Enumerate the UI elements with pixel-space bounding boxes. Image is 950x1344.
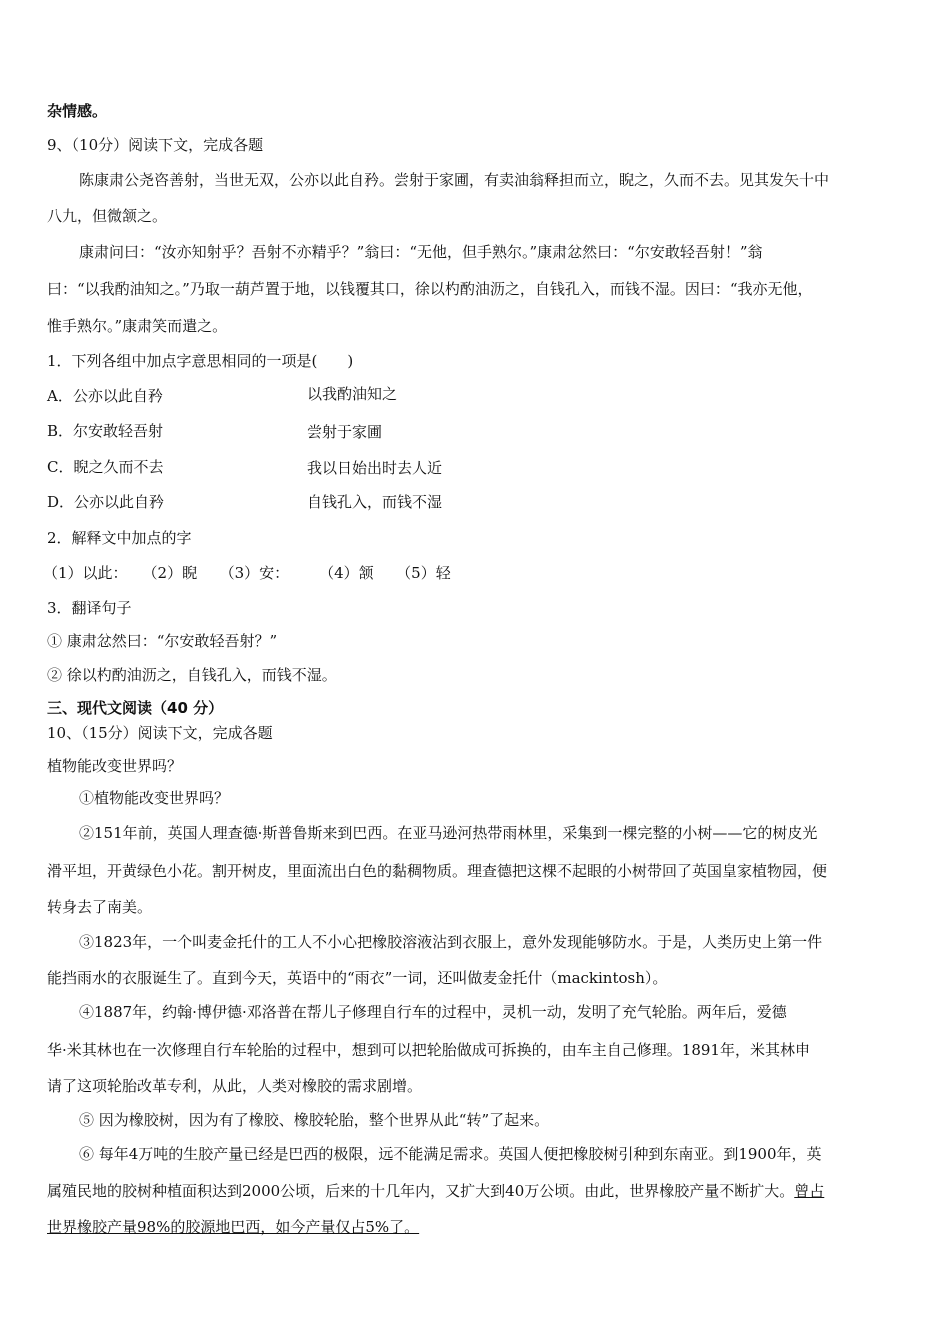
passage-line: 八九，但微颔之。: [47, 207, 168, 225]
article-title: 植物能改变世界吗？: [47, 757, 183, 775]
passage-line: 陈康肃公尧咨善射，当世无双，公亦以此自矜。尝射于家圃，有卖油翁释担而立，睨之，久而不去。见其发矢十中: [79, 171, 830, 189]
option-a-left: A．公亦以此自矜: [47, 387, 163, 405]
underlined-text: 曾占: [794, 1182, 825, 1200]
fragment-line: 杂情感。: [47, 102, 108, 120]
option-b: [47, 421, 907, 441]
paragraph-line: ④1887年，约翰·博伊德·邓洛普在帮儿子修理自行车的过程中，灵机一动，发明了充气轮胎。两年后，爱德: [79, 1003, 787, 1021]
paragraph-line: 转身去了南美。: [47, 898, 153, 916]
option-c-right: 我以日始出时去人近: [307, 459, 443, 477]
paragraph-line: ①植物能改变世界吗？: [79, 789, 230, 807]
paragraph-text: 属殖民地的胶树种植面积达到2000公顷，后来的十几年内，又扩大到40万公顷。由此，世界橡胶产量不断扩大。: [47, 1182, 795, 1200]
option-b-left: B．尔安敢轻吾射: [47, 422, 164, 440]
option-d-left: D．公亦以此自矜: [47, 493, 165, 511]
paragraph-line: 请了这项轮胎改革专利，从此，人类对橡胶的需求剧增。: [47, 1077, 423, 1095]
subquestion-3: 3．翻译句子: [47, 599, 132, 617]
section-heading: 三、现代文阅读（40 分）: [47, 699, 224, 717]
option-c-left: C．睨之久而不去: [47, 458, 164, 476]
paragraph-line: ②151年前，英国人理查德·斯普鲁斯来到巴西。在亚马逊河热带雨林里，采集到一棵完整的小树——它的树皮光: [79, 824, 818, 842]
passage-line: 曰：“以我酌油知之。”乃取一葫芦置于地，以钱覆其口，徐以杓酌油沥之，自钱孔入，而钱不湿。因曰：“我亦无他，: [47, 280, 813, 298]
paragraph-line: ⑥ 每年4万吨的生胶产量已经是巴西的极限，远不能满足需求。英国人便把橡胶树引种到东南亚。到1900年，英: [79, 1145, 822, 1163]
question-10-heading: 10、（15分）阅读下文，完成各题: [47, 724, 273, 742]
translate-sentence-1: ① 康肃忿然曰：“尔安敢轻吾射？”: [47, 632, 278, 650]
paragraph-line: 滑平坦，开黄绿色小花。割开树皮，里面流出白色的黏稠物质。理查德把这棵不起眼的小树带回了英国皇家植物园，便: [47, 862, 828, 880]
subquestion-2-items: （1）以此： （2）睨 （3）安： （4）颔 （5）轻: [43, 564, 451, 582]
question-9-heading: 9、（10分）阅读下文，完成各题: [47, 136, 264, 154]
option-a: [47, 386, 907, 406]
paragraph-line: 能挡雨水的衣服诞生了。直到今天，英语中的“雨衣”一词，还叫做麦金托什（mackintosh）。: [47, 969, 668, 987]
option-c: [47, 457, 907, 477]
option-d: [47, 492, 907, 512]
option-d-right: 自钱孔入，而钱不湿: [307, 493, 443, 511]
option-b-right: 尝射于家圃: [307, 423, 383, 441]
paragraph-line: ③1823年，一个叫麦金托什的工人不小心把橡胶溶液沾到衣服上，意外发现能够防水。于是，人类历史上第一件: [79, 933, 823, 951]
translate-sentence-2: ② 徐以杓酌油沥之，自钱孔入，而钱不湿。: [47, 666, 337, 684]
paragraph-line: 华·米其林也在一次修理自行车轮胎的过程中，想到可以把轮胎做成可拆换的，由车主自己修理。1891年，米其林申: [47, 1041, 810, 1059]
option-a-right: 以我酌油知之: [307, 385, 398, 403]
subquestion-1: 1．下列各组中加点字意思相同的一项是( ): [47, 352, 354, 370]
passage-line: 康肃问曰：“汝亦知射乎？吾射不亦精乎？”翁曰：“无他，但手熟尔。”康肃忿然曰：“尔安敢轻吾射！”翁: [79, 243, 763, 261]
paragraph-line: [47, 1181, 824, 1201]
paragraph-line: ⑤ 因为橡胶树，因为有了橡胶、橡胶轮胎，整个世界从此“转”了起来。: [79, 1111, 550, 1129]
underlined-line: 世界橡胶产量98%的胶源地巴西，如今产量仅占5%了。: [47, 1218, 420, 1236]
passage-line: 惟手熟尔。”康肃笑而遣之。: [47, 317, 228, 335]
subquestion-2: 2．解释文中加点的字: [47, 529, 192, 547]
